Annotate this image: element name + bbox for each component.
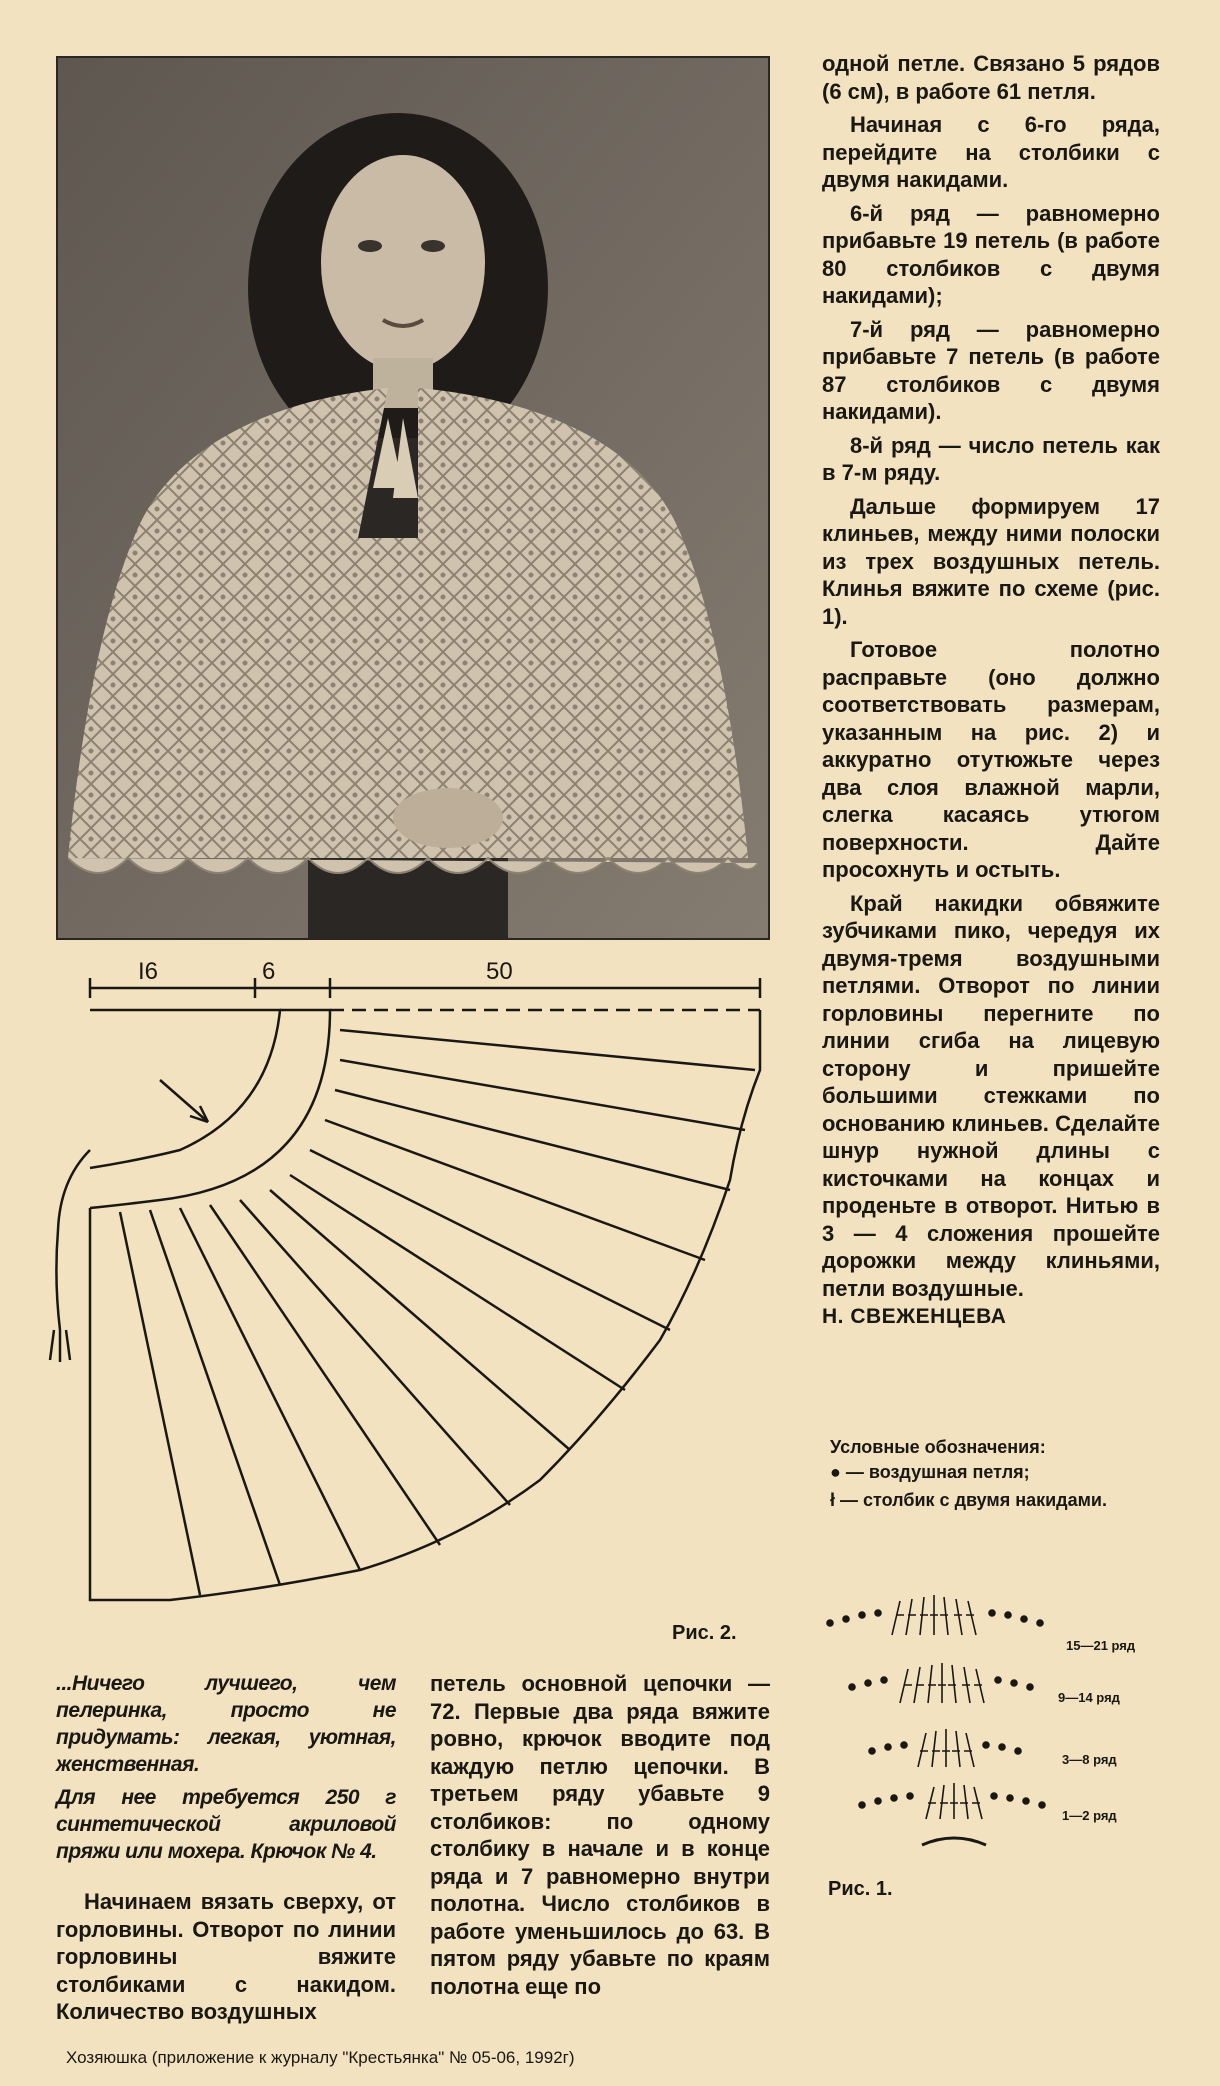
fig2-dimension-collar: I6 <box>138 958 159 985</box>
chain-stitch-icon: ● <box>830 1462 841 1482</box>
right-paragraph-1: одной петле. Связано 5 рядов (6 см), в работе 61 петля. <box>822 51 1160 104</box>
intro-paragraph: ...Ничего лучшего, чем пелеринка, просто не придумать: легкая, уютная, женственная. <box>56 1672 396 1776</box>
author-signature: Н. СВЕЖЕНЦЕВА <box>822 1305 1007 1328</box>
fig1-caption: Рис. 1. <box>828 1878 893 1900</box>
fig2-caption: Рис. 2. <box>672 1622 737 1644</box>
fig1-row-label-1: 15—21 ряд <box>1066 1638 1136 1653</box>
middle-column <box>430 1670 770 2006</box>
fig1-row-label-4: 1—2 ряд <box>1062 1808 1117 1823</box>
right-paragraph-8: Край накидки обвяжите зубчиками пико, чередуя их двумя-тремя воздушными петлями. Отворот по линии горловины перегните по линии сгиба на лицевую сторону и пришейте большими стежками по основанию клиньев. Сделайте шнур нужной длины с кисточками на концах и проденьте в отворот. Нитью в 3 — 4 сложения прошейте дорожки между клиньями, петли воздушные. <box>822 890 1160 1301</box>
legend-chain-label: — воздушная петля; <box>845 1462 1030 1482</box>
right-paragraph-7: Готовое полотно расправьте (оно должно соответствовать размерам, указанным на рис. 2) и аккуратно отутюжьте через два слоя влажной марли, слегка касаясь утюгом поверхности. Дайте просохнуть и остыть. <box>822 637 1160 882</box>
right-paragraph-4: 7-й ряд — равномерно прибавьте 7 петель (в работе 87 столбиков с двумя накидами). <box>822 316 1160 424</box>
fig1-stitch-diagram <box>822 1575 1162 1875</box>
fig2-cape-pattern <box>40 950 770 1630</box>
legend-title: Условные обозначения: <box>830 1437 1046 1457</box>
fig1-row-label-2: 9—14 ряд <box>1058 1690 1120 1705</box>
fig2-dimension-neck: 6 <box>262 958 276 985</box>
right-paragraph-5: 8-й ряд — число петель как в 7-м ряду. <box>822 432 1160 485</box>
left-paragraph-1: Начинаем вязать сверху, от горловины. Отворот по линии горловины вяжите столбиками с накидом. Количество воздушных <box>56 1889 396 2024</box>
left-column-body <box>56 1888 396 2032</box>
right-column <box>822 50 1160 1308</box>
source-footer: Хозяюшка (приложение к журналу "Крестьянка" № 05-06, 1992г) <box>66 2048 575 2067</box>
treble-stitch-icon: ł <box>830 1490 836 1510</box>
left-column <box>56 1670 396 1871</box>
fig2-schematic <box>40 950 770 1630</box>
fig1-row-label-3: 3—8 ряд <box>1062 1752 1117 1767</box>
right-paragraph-3: 6-й ряд — равномерно прибавьте 19 петель (в работе 80 столбиков с двумя накидами); <box>822 200 1160 308</box>
legend-item-chain <box>830 1462 1030 1483</box>
cape-photo-illustration <box>58 58 768 938</box>
fig1-chart <box>822 1575 1162 1875</box>
cape-photo <box>56 56 770 940</box>
materials-paragraph: Для нее требуется 250 г синтетической акриловой пряжи или мохера. Крючок № 4. <box>56 1786 396 1863</box>
legend-treble-label: — столбик с двумя накидами. <box>840 1490 1107 1510</box>
fig2-dimension-length: 50 <box>486 958 513 985</box>
right-paragraph-2: Начиная с 6-го ряда, перейдите на столбики с двумя накидами. <box>822 112 1160 192</box>
middle-paragraph-1: петель основной цепочки — 72. Первые два ряда вяжите ровно, крючок вводите под каждую петлю цепочки. В третьем ряду убавьте 9 столбиков: по одному столбику в начале и в конце ряда и 7 равномерно внутри полотна. Число столбиков в работе уменьшилось до 63. В пятом ряду убавьте по краям полотна еще по <box>430 1671 770 1999</box>
right-paragraph-6: Дальше формируем 17 клиньев, между ними полоски из трех воздушных петель. Клинья вяжите по схеме (рис. 1). <box>822 493 1160 629</box>
legend-item-treble <box>830 1490 1107 1511</box>
